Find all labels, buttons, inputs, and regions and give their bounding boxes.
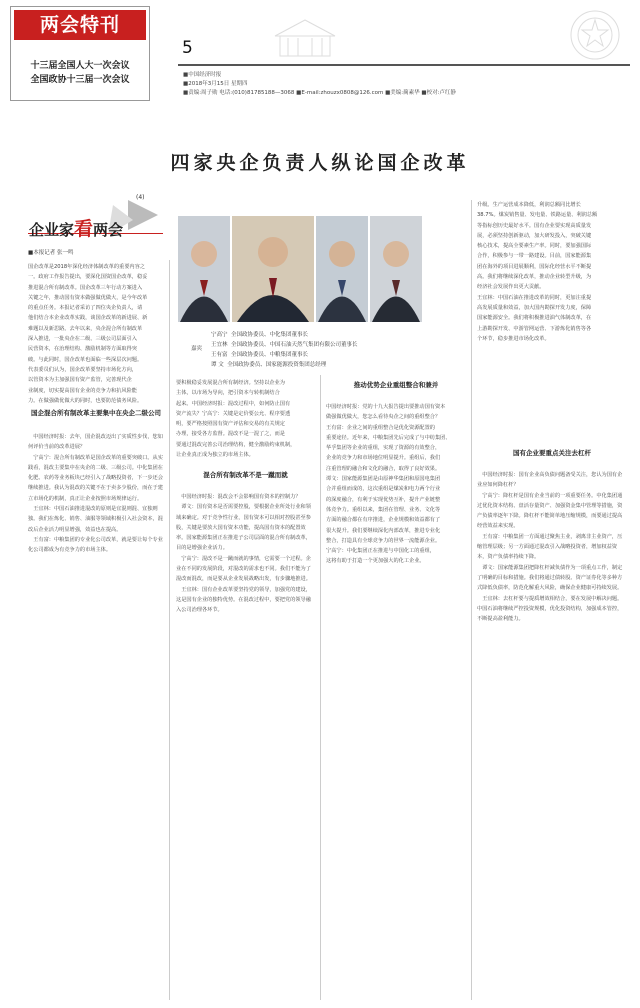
photo-tan-wen [370,216,422,322]
caption-title: 全国政协委员、中粮集团董事长 [231,352,309,358]
caption-title: 全国政协委员、中国石油天然气集团有限公司董事长 [231,342,358,348]
article-col4-qa [477,470,627,1000]
caption-name: 王有富 [211,352,228,358]
header-editors: ■责编:周子勋 电话:(010)81785188—3068 ■E-mail:zhouzx0808@126.com ■美编:蔺素华 ■校对:卢红静 [183,90,456,96]
paragraph: 明，要严格按照国有资产评估和交易的有关规定 [176,421,285,428]
paragraph: 资产流失？宁高宁：关键是定价要公允、程序要透 [176,410,291,417]
caption-row-1 [211,330,308,338]
paragraph: 王有富：中粮集团一方面通过聚焦主业，剥离非主业资产，压缩管理层级；另一方面通过混改引入战略投资者，增加权益资本，资产负债率持续下降。 [477,533,623,561]
paragraph: 他们结合本企业改革实践，谈国企改革的新进展、新 [28,315,148,322]
article-col4-intro [477,200,627,440]
paragraph: 一。政府工作报告提出，要深化国资国企改革，稳妥 [28,274,148,281]
column-title-right: 两会 [93,221,124,239]
paragraph: 民营资本，在治理结构、激励机制等方面取得突 [28,346,137,353]
paragraph: 宁高宁：混改不是一蹴而就的事情，它需要一个过程。企业在不同的发展阶段，对混改的需求也不同。我们不能为了混改而混改，而是要从企业发展战略出发，有步骤地推进。 [176,555,311,583]
column-divider [169,260,170,1000]
paragraph: 深入推进，一批央企在二级、三级公司层面引入 [28,336,137,343]
paragraph: 办理，接受各方监督。混改不是一混了之，而是 [176,431,285,438]
article-col1-intro [28,262,164,404]
paragraph: 业制度，切实提高国有企业的竞争力和抗风险能 [28,387,137,394]
paragraph: 王有富：中粮集团的专业化公司改革，就是要让每个专业化公司都成为有竞争力的市场主体。 [28,536,163,554]
paragraph: 主体，以市场为导向，把引资本与转机制结合 [176,390,280,397]
caption-name: 王宜林 [211,342,228,348]
caption-name: 宁高宁 [211,332,228,338]
caption-name: 谭 文 [211,362,224,368]
paragraph: 宁高宁：中化集团正在推进与中国化工的重组， [326,548,435,555]
paragraph: 注重管理的融合和文化的融合，取得了良好效果。 [326,465,441,472]
caption-label: 嘉宾 [191,346,203,352]
paragraph: 整合，打造具有全球竞争力的世界一流能源企业。 [326,537,441,544]
paragraph: 这将有助于打造一个更加强大的化工企业。 [326,558,425,565]
paragraph: 核心技术，提高全要素生产率。同时，要加强国际 [477,243,592,250]
column-title-left: 企业家 [29,221,75,239]
column-title-highlight: 看 [74,218,94,240]
photo-wang-youfu [316,216,368,322]
paragraph: 起来。中国经济时报：混改过程中，如何防止国有 [176,400,291,407]
paragraph: 高发展质量和效益，加大国内勘探开发力度，保障 [477,304,592,311]
header-rule [178,64,630,66]
paragraph: 上游勘探开发、中游管网运营、下游炼化销售等各 [477,325,592,332]
masthead-title: 两会特刊 [14,10,146,40]
caption-row-4 [211,360,326,368]
paragraph: 难题以及新思路。去年以来，央企混合所有制改革 [28,325,143,332]
paragraph: 做强做优做大，您怎么看待央企之间的重组整合？ [326,414,441,421]
caption-row-2 [211,340,358,348]
paragraph: 中国经济时报：国有企业高负债问题备受关注，您认为国有企业应如何降杠杆？ [477,472,623,489]
paragraph: 中国经济时报：去年，国企混改迈出了实质性步伐，您如何评价当前的改革进展？ [28,434,163,451]
paragraph: 以管资本为主加强国有资产监管，完善现代企 [28,377,132,384]
paragraph: 宁高宁：降杠杆是国有企业当前的一项重要任务。中化集团通过优化资本结构、盘活存量资产、加强资金集中管理等措施，资产负债率逐年下降。降杠杆不能简单地压缩规模，而要通过提高经营效益来实现。 [477,492,623,530]
paragraph: 华孚集团等企业的重组，实现了资源的有效整合， [326,445,441,452]
paragraph: 要通过混改完善公司治理结构，健全激励约束机制， [176,441,296,448]
column-title [29,214,123,241]
paragraph: 很大提升。我们要继续深化内部改革，推进专业化 [326,527,441,534]
paragraph: 重要途径。近年来，中粮集团先后完成了与中纺集团、 [326,434,451,441]
photo-ning-gaoning [178,216,230,322]
paragraph: 国企改革是2018年深化经济体制改革的重要内容之 [28,264,145,270]
column-divider [320,375,321,1000]
paragraph: 体竞争力。重组以来，集团在管理、业务、文化等 [326,506,441,513]
paragraph: 推进混合所有制改革。国企改革三年行动方案进入 [28,284,143,291]
article-col3 [326,402,466,1000]
paragraph: 38.7%。煤炭销售量、发电量、铁路运量、利润总额 [477,212,598,219]
paragraph: 破。与此同时，国企改革也面临一些深层次问题。 [28,356,143,363]
subhead-2: 混合所有制改革不是一蹴而就 [203,471,288,479]
subhead-3: 推动优势企业重组整合和兼并 [353,381,439,389]
paragraph: 让企业真正成为独立的市场主体。 [176,452,254,459]
paragraph: 王宜林：去杠杆要与提质增效相结合，要在发展中解决问题。中国石油将继续严控投资规模，优化投资结构，加强成本管控，不断提高盈利能力。 [477,595,623,623]
article-col2-intro [176,378,315,460]
paragraph: 高。我们将继续深化改革，推动企业转型升级，为 [477,274,592,281]
byline: ■本报记者 张一鸣 [28,250,74,256]
paragraph: 谭文：国有资本是否需要控股，要根据企业所处行业和领域来确定。对于竞争性行业，国有资本可以相对控股甚至参股，关键是要放大国有资本功能，提高国有资本的配置效率。国家能源集团正在推进子公司层面的混合所有制改革，目的是增强企业活力。 [176,504,311,552]
paragraph: 中国经济时报：混改会不会影响国有资本的控制力？ [181,494,301,500]
paragraph: 宁高宁：混合所有制改革是国企改革的重要突破口。从实践看，混改主要集中在央企的二级、三级公司。中化集团在化肥、农药等业务板块已经引入了战略投资者，下一步还会继续推进。我认为混改的关键不在于卖多少股份，而在于建立市场化的机制，真正让企业按照市场规律运行。 [28,454,163,502]
caption-row-3 [211,350,308,358]
paragraph: 代表委员们认为，国企改革要坚持市场化方向， [28,366,137,373]
headline: 四家央企负责人纵论国企改革 [170,152,470,174]
article-col2-qa [176,492,315,1000]
paragraph: 的重点任务。本报记者采访了四位央企负责人，请 [28,305,143,312]
column-divider [471,200,472,1000]
paragraph: 个环节，稳步推进市场化改革。 [477,335,550,342]
paragraph: 力。在做强做优做大的同时，也要防范债务风险。 [28,397,143,404]
paragraph: 经济社会发展作出更大贡献。 [477,284,545,291]
page-number: 5 [182,38,193,58]
subhead-4: 国有企业要重点关注去杠杆 [513,449,591,457]
paragraph: 展，必须坚持创新驱动，加大研发投入，突破关键 [477,232,592,239]
paragraph: 方面的融合都在有序推进，企业规模和效益都有了 [326,517,441,524]
paragraph: 中国经济时报：党的十九大报告提出要推动国有资本 [326,404,446,410]
masthead-subtitle-2: 全国政协十三届一次会议 [30,75,130,85]
paragraph: 升级。生产运营成本降低，利润总额同比增长 [477,202,581,208]
paragraph: 合作，积极参与一带一路建设。目前，国家能源集 [477,253,592,260]
building-emblem-icon [270,6,340,64]
paragraph: 企业的竞争力和市场地位明显提升。重组后，我们 [326,455,441,462]
paragraph: 国家能源安全。我们将积极推进油气体制改革，在 [477,315,592,322]
column-number: (4) [136,194,145,201]
paragraph: 的深度融合，有利于实现优势互补，提升产业链整 [326,496,441,503]
national-emblem-icon [560,6,630,64]
paragraph: 王宜林：中国石油在推进改革的同时，更加注重提 [477,294,592,301]
paragraph: 等指标创历史最好水平。国有企业要实现高质量发 [477,222,592,229]
paragraph: 谭文：国家能源集团把降杠杆减负债作为一项重点工作，制定了明确的目标和措施。我们将通过债转股、资产证券化等多种方式降低负债率，防范化解重大风险，确保企业健康可持续发展。 [477,564,623,592]
caption-title: 全国政协委员、国家能源投资集团总经理 [227,362,327,368]
header-date: ■2018年3月15日 星期四 [183,81,248,87]
paragraph: 谭文：国家能源集团是由原神华集团和原国电集团 [326,476,441,483]
photo-wang-yilin [232,216,314,322]
paragraph: 关键之年，推动国有资本做强做优做大，是今年改革 [28,294,148,301]
article-col1-qa [28,432,164,1000]
masthead-subtitle-1: 十三届全国人大一次会议 [30,61,130,71]
caption-title: 全国政协委员、中化集团董事长 [231,332,309,338]
paragraph: 团在海外的项目进展顺利，国际化经营水平不断提 [477,263,592,270]
paragraph: 合并重组而成的，这次重组是煤炭和电力两个行业 [326,486,441,493]
paragraph: 王宜林：国有企业改革要坚持党的领导，加强党的建设，这是国有企业的独特优势。在混改过程中，要把党的领导融入公司治理各环节。 [176,586,311,614]
paragraph: 王有富：企业之间的重组整合是优化资源配置的 [326,424,435,431]
paragraph: 王宜林：中国石油推进混改的原则是宜混则混、宜独则独。我们在炼化、销售、油服等领域积极引入社会资本，混改后企业活力明显增强，效益也在提高。 [28,506,163,533]
header-newspaper: ■中国经济时报 [183,72,222,78]
subhead-1: 国企混合所有制改革主要集中在央企二级公司 [31,409,161,417]
paragraph: 要积极稳妥发展混合所有制经济。坚持以企业为 [176,380,285,386]
